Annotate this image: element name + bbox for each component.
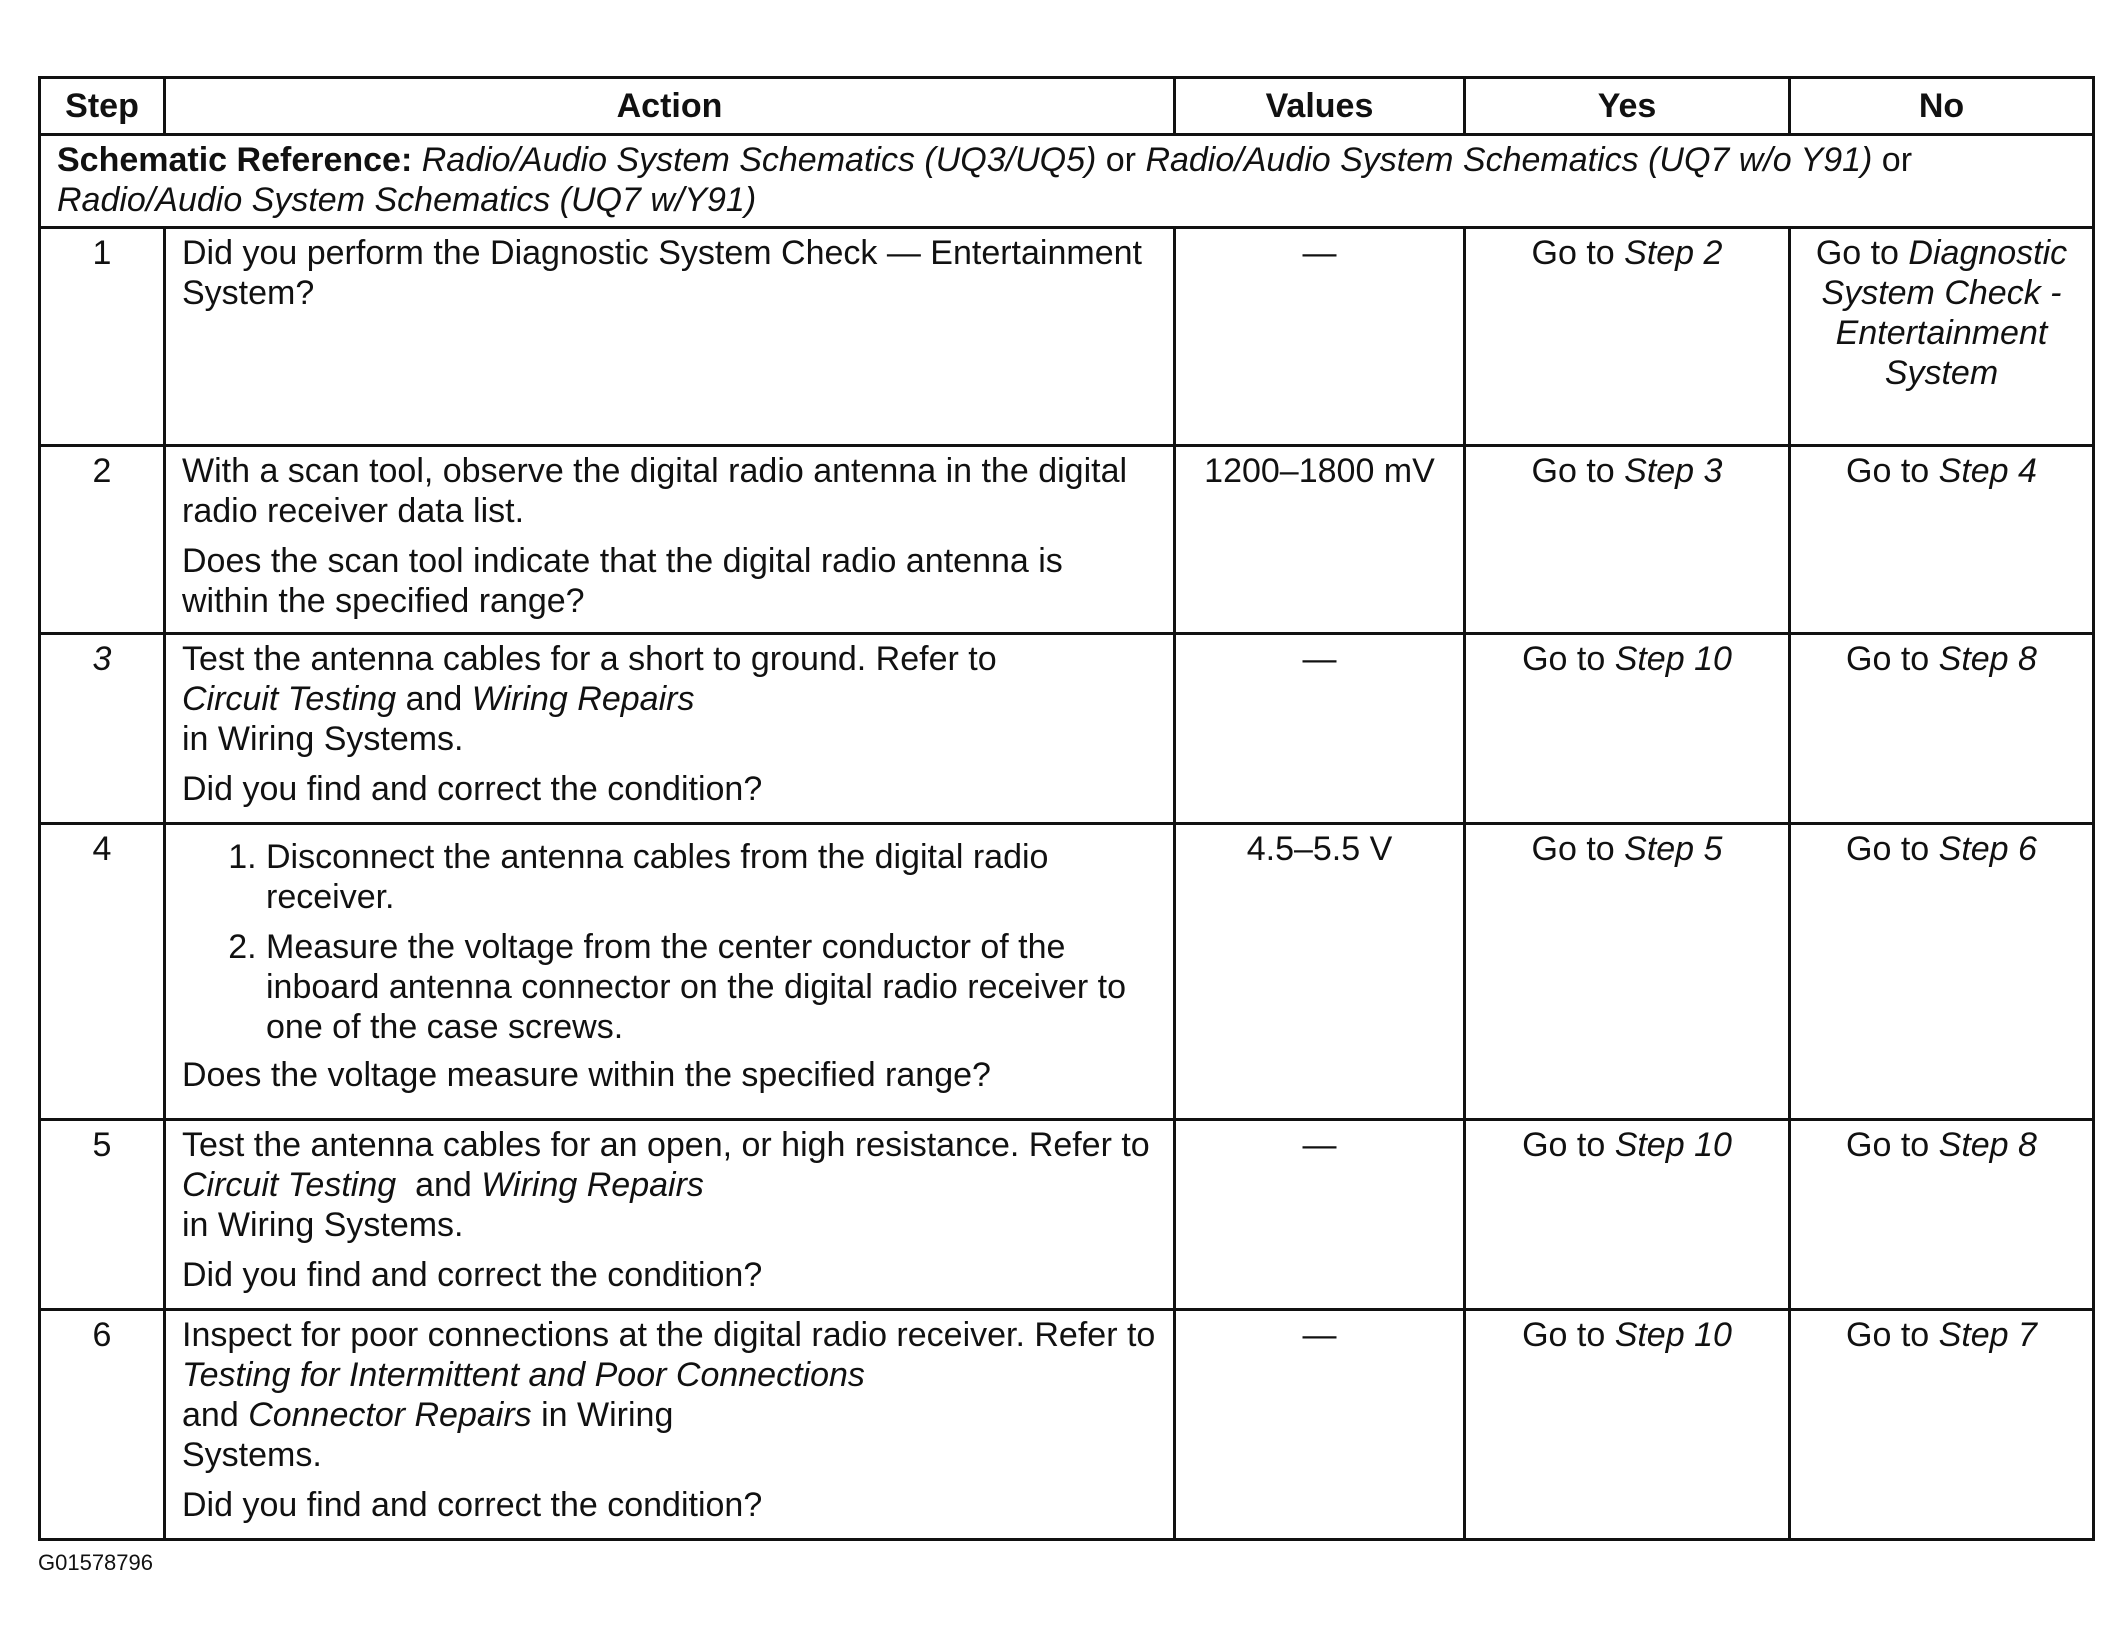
circuit-testing-link[interactable]: Circuit Testing bbox=[182, 1166, 397, 1204]
yes-cell bbox=[1465, 1120, 1790, 1310]
no-link[interactable]: Step 8 bbox=[1938, 640, 2037, 678]
no-cell bbox=[1790, 634, 2094, 824]
action-and: and bbox=[396, 1166, 482, 1204]
yes-prefix: Go to bbox=[1531, 830, 1625, 868]
schematic-label: Schematic Reference: bbox=[57, 141, 413, 179]
yes-prefix: Go to bbox=[1522, 640, 1615, 678]
action-text-pre: Test the antenna cables for a short to ground. Refer to bbox=[182, 640, 997, 678]
schematic-link-uq7-wo-y91[interactable]: Radio/Audio System Schematics (UQ7 w/o Y91) bbox=[1145, 141, 1873, 179]
list-item: 1. Disconnect the antenna cables from the digital radio receiver. bbox=[266, 837, 1157, 917]
yes-link[interactable]: Step 5 bbox=[1624, 830, 1723, 868]
step-number-text: 3 bbox=[92, 640, 112, 678]
figure-id: G01578796 bbox=[38, 1550, 153, 1575]
yes-cell bbox=[1465, 824, 1790, 1120]
action-question: Did you find and correct the condition? bbox=[182, 1486, 763, 1524]
no-prefix: Go to bbox=[1846, 640, 1939, 678]
action-text-post: in Wiring bbox=[531, 1396, 674, 1434]
no-link[interactable]: Step 7 bbox=[1938, 1316, 2037, 1354]
schematic-or-2: or bbox=[1872, 141, 1913, 179]
action-cell bbox=[165, 446, 1175, 634]
action-question: Does the scan tool indicate that the digital radio antenna is within the specified range? bbox=[182, 542, 1063, 620]
yes-link[interactable]: Step 3 bbox=[1624, 452, 1723, 490]
header-step: Step bbox=[40, 78, 165, 135]
action-cell bbox=[165, 1120, 1175, 1310]
wiring-repairs-link[interactable]: Wiring Repairs bbox=[481, 1166, 704, 1204]
no-prefix: Go to bbox=[1846, 830, 1939, 868]
header-row bbox=[40, 78, 2094, 135]
action-text-post: in Wiring Systems. bbox=[182, 1206, 464, 1244]
yes-cell bbox=[1465, 1310, 1790, 1540]
yes-link[interactable]: Step 10 bbox=[1614, 1126, 1732, 1164]
action-text-pre: Test the antenna cables for an open, or high resistance. Refer to bbox=[182, 1126, 1150, 1164]
no-cell bbox=[1790, 228, 2094, 446]
header-action: Action bbox=[165, 78, 1175, 135]
schematic-link-uq7-w-y91[interactable]: Radio/Audio System Schematics (UQ7 w/Y91) bbox=[57, 181, 757, 219]
no-prefix: Go to bbox=[1846, 452, 1939, 490]
yes-prefix: Go to bbox=[1522, 1316, 1615, 1354]
table-row bbox=[40, 824, 2094, 1120]
yes-link[interactable]: Step 10 bbox=[1614, 640, 1732, 678]
no-cell bbox=[1790, 446, 2094, 634]
no-prefix: Go to bbox=[1815, 234, 1909, 272]
header-yes: Yes bbox=[1465, 78, 1790, 135]
no-cell bbox=[1790, 824, 2094, 1120]
yes-cell bbox=[1465, 634, 1790, 824]
value-cell: 1200–1800 mV bbox=[1175, 446, 1465, 634]
schematic-reference bbox=[40, 135, 2094, 228]
action-question: Did you find and correct the condition? bbox=[182, 770, 763, 808]
table-row bbox=[40, 228, 2094, 446]
table-row bbox=[40, 1120, 2094, 1310]
yes-cell bbox=[1465, 228, 1790, 446]
action-text-post: in Wiring Systems. bbox=[182, 720, 464, 758]
schematic-or-1: or bbox=[1096, 141, 1146, 179]
yes-prefix: Go to bbox=[1531, 452, 1625, 490]
yes-link[interactable]: Step 10 bbox=[1614, 1316, 1732, 1354]
step-number bbox=[40, 634, 165, 824]
action-cell bbox=[165, 634, 1175, 824]
step-number: 6 bbox=[40, 1310, 165, 1540]
action-text: Did you perform the Diagnostic System Check — Entertainment System? bbox=[182, 234, 1142, 312]
table-row bbox=[40, 1310, 2094, 1540]
action-steps-list bbox=[182, 837, 1157, 1047]
no-link[interactable]: Step 8 bbox=[1938, 1126, 2037, 1164]
step-number: 1 bbox=[40, 228, 165, 446]
no-link[interactable]: Step 4 bbox=[1938, 452, 2037, 490]
action-text bbox=[182, 1125, 1157, 1245]
yes-prefix: Go to bbox=[1531, 234, 1625, 272]
step-number: 5 bbox=[40, 1120, 165, 1310]
action-text-pre: Inspect for poor connections at the digital radio receiver. Refer to bbox=[182, 1316, 1156, 1354]
yes-prefix: Go to bbox=[1522, 1126, 1615, 1164]
value-cell: — bbox=[1175, 228, 1465, 446]
diagnostic-table bbox=[38, 76, 2095, 1541]
no-cell bbox=[1790, 1310, 2094, 1540]
no-prefix: Go to bbox=[1846, 1126, 1939, 1164]
header-no: No bbox=[1790, 78, 2094, 135]
no-link[interactable]: Diagnostic System Check - Entertainment System bbox=[1821, 234, 2068, 392]
header-values: Values bbox=[1175, 78, 1465, 135]
value-cell: 4.5–5.5 V bbox=[1175, 824, 1465, 1120]
schematic-row bbox=[40, 135, 2094, 228]
yes-cell bbox=[1465, 446, 1790, 634]
no-link[interactable]: Step 6 bbox=[1938, 830, 2037, 868]
no-cell bbox=[1790, 1120, 2094, 1310]
connector-repairs-link[interactable]: Connector Repairs bbox=[248, 1396, 532, 1434]
action-text-post-2: Systems. bbox=[182, 1436, 322, 1474]
list-item: 2. Measure the voltage from the center conductor of the inboard antenna connector on the digital radio receiver to one of the case screws. bbox=[266, 927, 1157, 1047]
no-prefix: Go to bbox=[1846, 1316, 1939, 1354]
wiring-repairs-link[interactable]: Wiring Repairs bbox=[471, 680, 695, 718]
action-cell bbox=[165, 228, 1175, 446]
value-cell: — bbox=[1175, 634, 1465, 824]
step-number: 4 bbox=[40, 824, 165, 1120]
action-and: and bbox=[182, 1396, 249, 1434]
action-question: Did you find and correct the condition? bbox=[182, 1256, 763, 1294]
value-cell: — bbox=[1175, 1310, 1465, 1540]
schematic-link-uq3-uq5[interactable]: Radio/Audio System Schematics (UQ3/UQ5) bbox=[421, 141, 1097, 179]
action-text: With a scan tool, observe the digital radio antenna in the digital radio receiver data list. bbox=[182, 452, 1128, 530]
circuit-testing-link[interactable]: Circuit Testing bbox=[182, 680, 397, 718]
action-cell bbox=[165, 824, 1175, 1120]
table-row bbox=[40, 634, 2094, 824]
intermittent-connections-link[interactable]: Testing for Intermittent and Poor Connections bbox=[182, 1356, 865, 1394]
step-number: 2 bbox=[40, 446, 165, 634]
action-text bbox=[182, 639, 1157, 759]
action-text bbox=[182, 1315, 1157, 1475]
action-cell bbox=[165, 1310, 1175, 1540]
table-row bbox=[40, 446, 2094, 634]
yes-link[interactable]: Step 2 bbox=[1624, 234, 1723, 272]
action-and: and bbox=[396, 680, 472, 718]
value-cell: — bbox=[1175, 1120, 1465, 1310]
action-question: Does the voltage measure within the specified range? bbox=[182, 1056, 991, 1094]
